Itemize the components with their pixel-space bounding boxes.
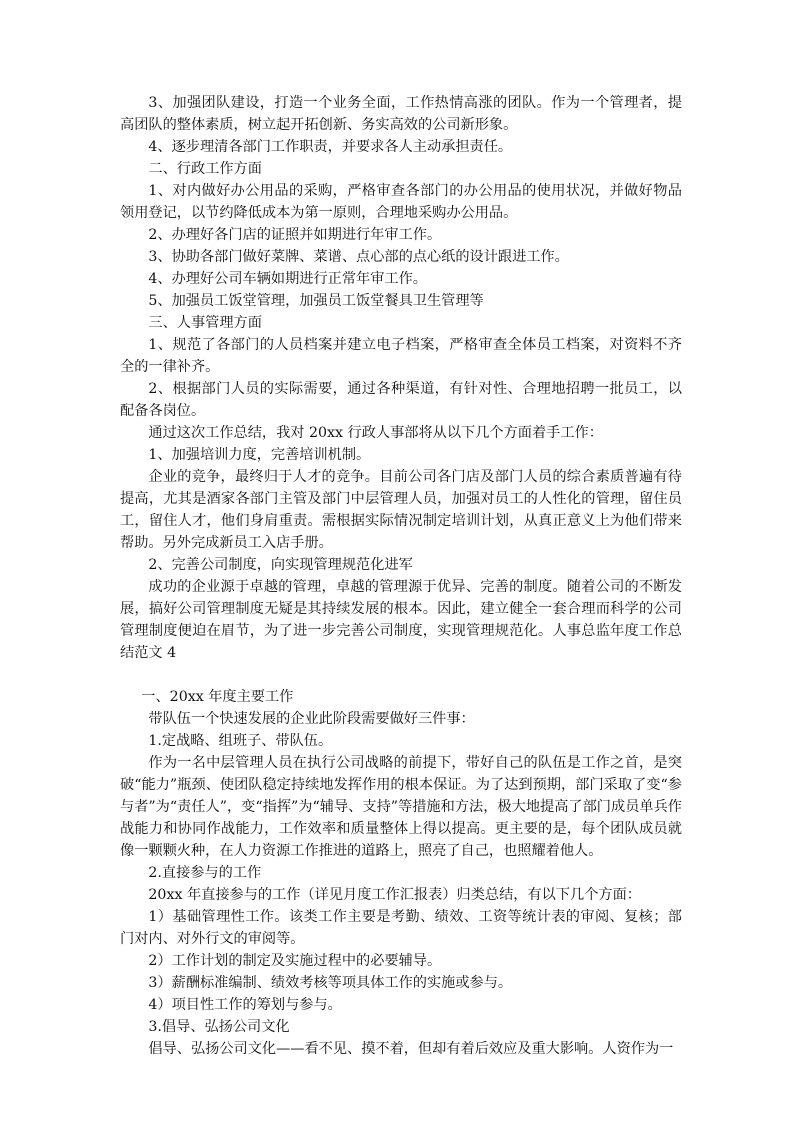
section-heading-main-work: 一、20xx 年度主要工作 bbox=[141, 689, 294, 705]
paragraph-projects: 4）项目性工作的筹划与参与。 bbox=[148, 997, 342, 1013]
paragraph-training-heading: 1、加强培训力度，完善培训机制。 bbox=[148, 447, 371, 463]
paragraph-culture-body: 倡导、弘扬公司文化——看不见、摸不着，但却有着后效应及重大影响。人资作为一 bbox=[148, 1041, 674, 1057]
paragraph-culture-heading: 3.倡导、弘扬公司文化 bbox=[148, 1019, 290, 1035]
paragraph-training-body: 企业的竞争，最终归于人才的竞争。目前公司各门店及部门人员的综合素质普遍有待提高，尤其是酒家各部门主管及部门中层管理人员，加强对员工的人性化的管理，留住员工，留住人才，他们身肩重责。需根据实际情况制定培训计划，从真正意义上为他们带来帮助。另外完成新员工入店手册。 bbox=[120, 469, 682, 551]
paragraph-recruitment: 2、根据部门人员的实际需要，通过各种渠道，有针对性、合理地招聘一批员工，以配备各岗位。 bbox=[120, 381, 682, 419]
paragraph-three-things: 带队伍一个快速发展的企业此阶段需要做好三件事： bbox=[148, 711, 475, 727]
paragraph-menu-design: 3、协助各部门做好菜牌、菜谱、点心部的点心纸的设计跟进工作。 bbox=[148, 249, 569, 265]
paragraph-summary-intro: 通过这次工作总结，我对 20xx 行政人事部将从以下几个方面着手工作： bbox=[148, 425, 603, 441]
paragraph-canteen: 5、加强员工饭堂管理，加强员工饭堂餐具卫生管理等 bbox=[148, 293, 484, 309]
paragraph-team-building: 3、加强团队建设，打造一个业务全面，工作热情高涨的团队。作为一个管理者，提高团队的整体素质，树立起开拓创新、务实高效的公司新形象。 bbox=[120, 95, 682, 133]
paragraph-system-body: 成功的企业源于卓越的管理，卓越的管理源于优异、完善的制度。随着公司的不断发展，搞好公司管理制度无疑是其持续发展的根本。因此，建立健全一套合理而科学的公司管理制度便迫在眉节，为了进一步完善公司制度，实现管理规范化。人事总监年度工作总结范文 4 bbox=[120, 579, 682, 661]
paragraph-basic-management: 1）基础管理性工作。该类工作主要是考勤、绩效、工资等统计表的审阅、复核；部门对内、对外行文的审阅等。 bbox=[120, 909, 682, 947]
paragraph-archives: 1、规范了各部门的人员档案并建立电子档案，严格审查全体员工档案，对资料不齐全的一律补齐。 bbox=[120, 337, 682, 375]
paragraph-strategy-body: 作为一名中层管理人员在执行公司战略的前提下，带好自己的队伍是工作之首，是突破“能力”瓶颈、使团队稳定持续地发挥作用的根本保证。为了达到预期，部门采取了变“参与者”为“责任人”，变“指挥”为“辅导、支持”等措施和方法，极大地提高了部门成员单兵作战能力和协同作战能力，工作效率和质量整体上得以提高。更主要的是，每个团队成员就像一颗颗火种，在人力资源工作推进的道路上，照亮了自己，也照耀着他人。 bbox=[120, 755, 682, 859]
paragraph-vehicles: 4、办理好公司车辆如期进行正常年审工作。 bbox=[148, 271, 427, 287]
document-page bbox=[120, 92, 682, 1060]
paragraph-system-heading: 2、完善公司制度，向实现管理规范化进军 bbox=[148, 557, 413, 573]
paragraph-direct-work-intro: 20xx 年直接参与的工作（详见月度工作汇报表）归类总结，有以下几个方面： bbox=[148, 887, 641, 903]
paragraph-direct-work-heading: 2.直接参与的工作 bbox=[148, 865, 262, 881]
section-heading-hr: 三、人事管理方面 bbox=[148, 315, 262, 331]
paragraph-licenses: 2、办理好各门店的证照并如期进行年审工作。 bbox=[148, 227, 442, 243]
blank-line bbox=[120, 664, 682, 686]
paragraph-strategy-heading: 1.定战略、组班子、带队伍。 bbox=[148, 733, 333, 749]
section-heading-admin: 二、行政工作方面 bbox=[148, 161, 262, 177]
paragraph-compensation: 3）薪酬标准编制、绩效考核等项具体工作的实施或参与。 bbox=[148, 975, 513, 991]
paragraph-office-supplies: 1、对内做好办公用品的采购，严格审查各部门的办公用品的使用状况，并做好物品领用登记，以节约降低成本为第一原则，合理地采购办公用品。 bbox=[120, 183, 682, 221]
paragraph-responsibilities: 4、逐步理清各部门工作职责，并要求各人主动承担责任。 bbox=[148, 139, 513, 155]
paragraph-work-plan: 2）工作计划的制定及实施过程中的必要辅导。 bbox=[148, 953, 442, 969]
